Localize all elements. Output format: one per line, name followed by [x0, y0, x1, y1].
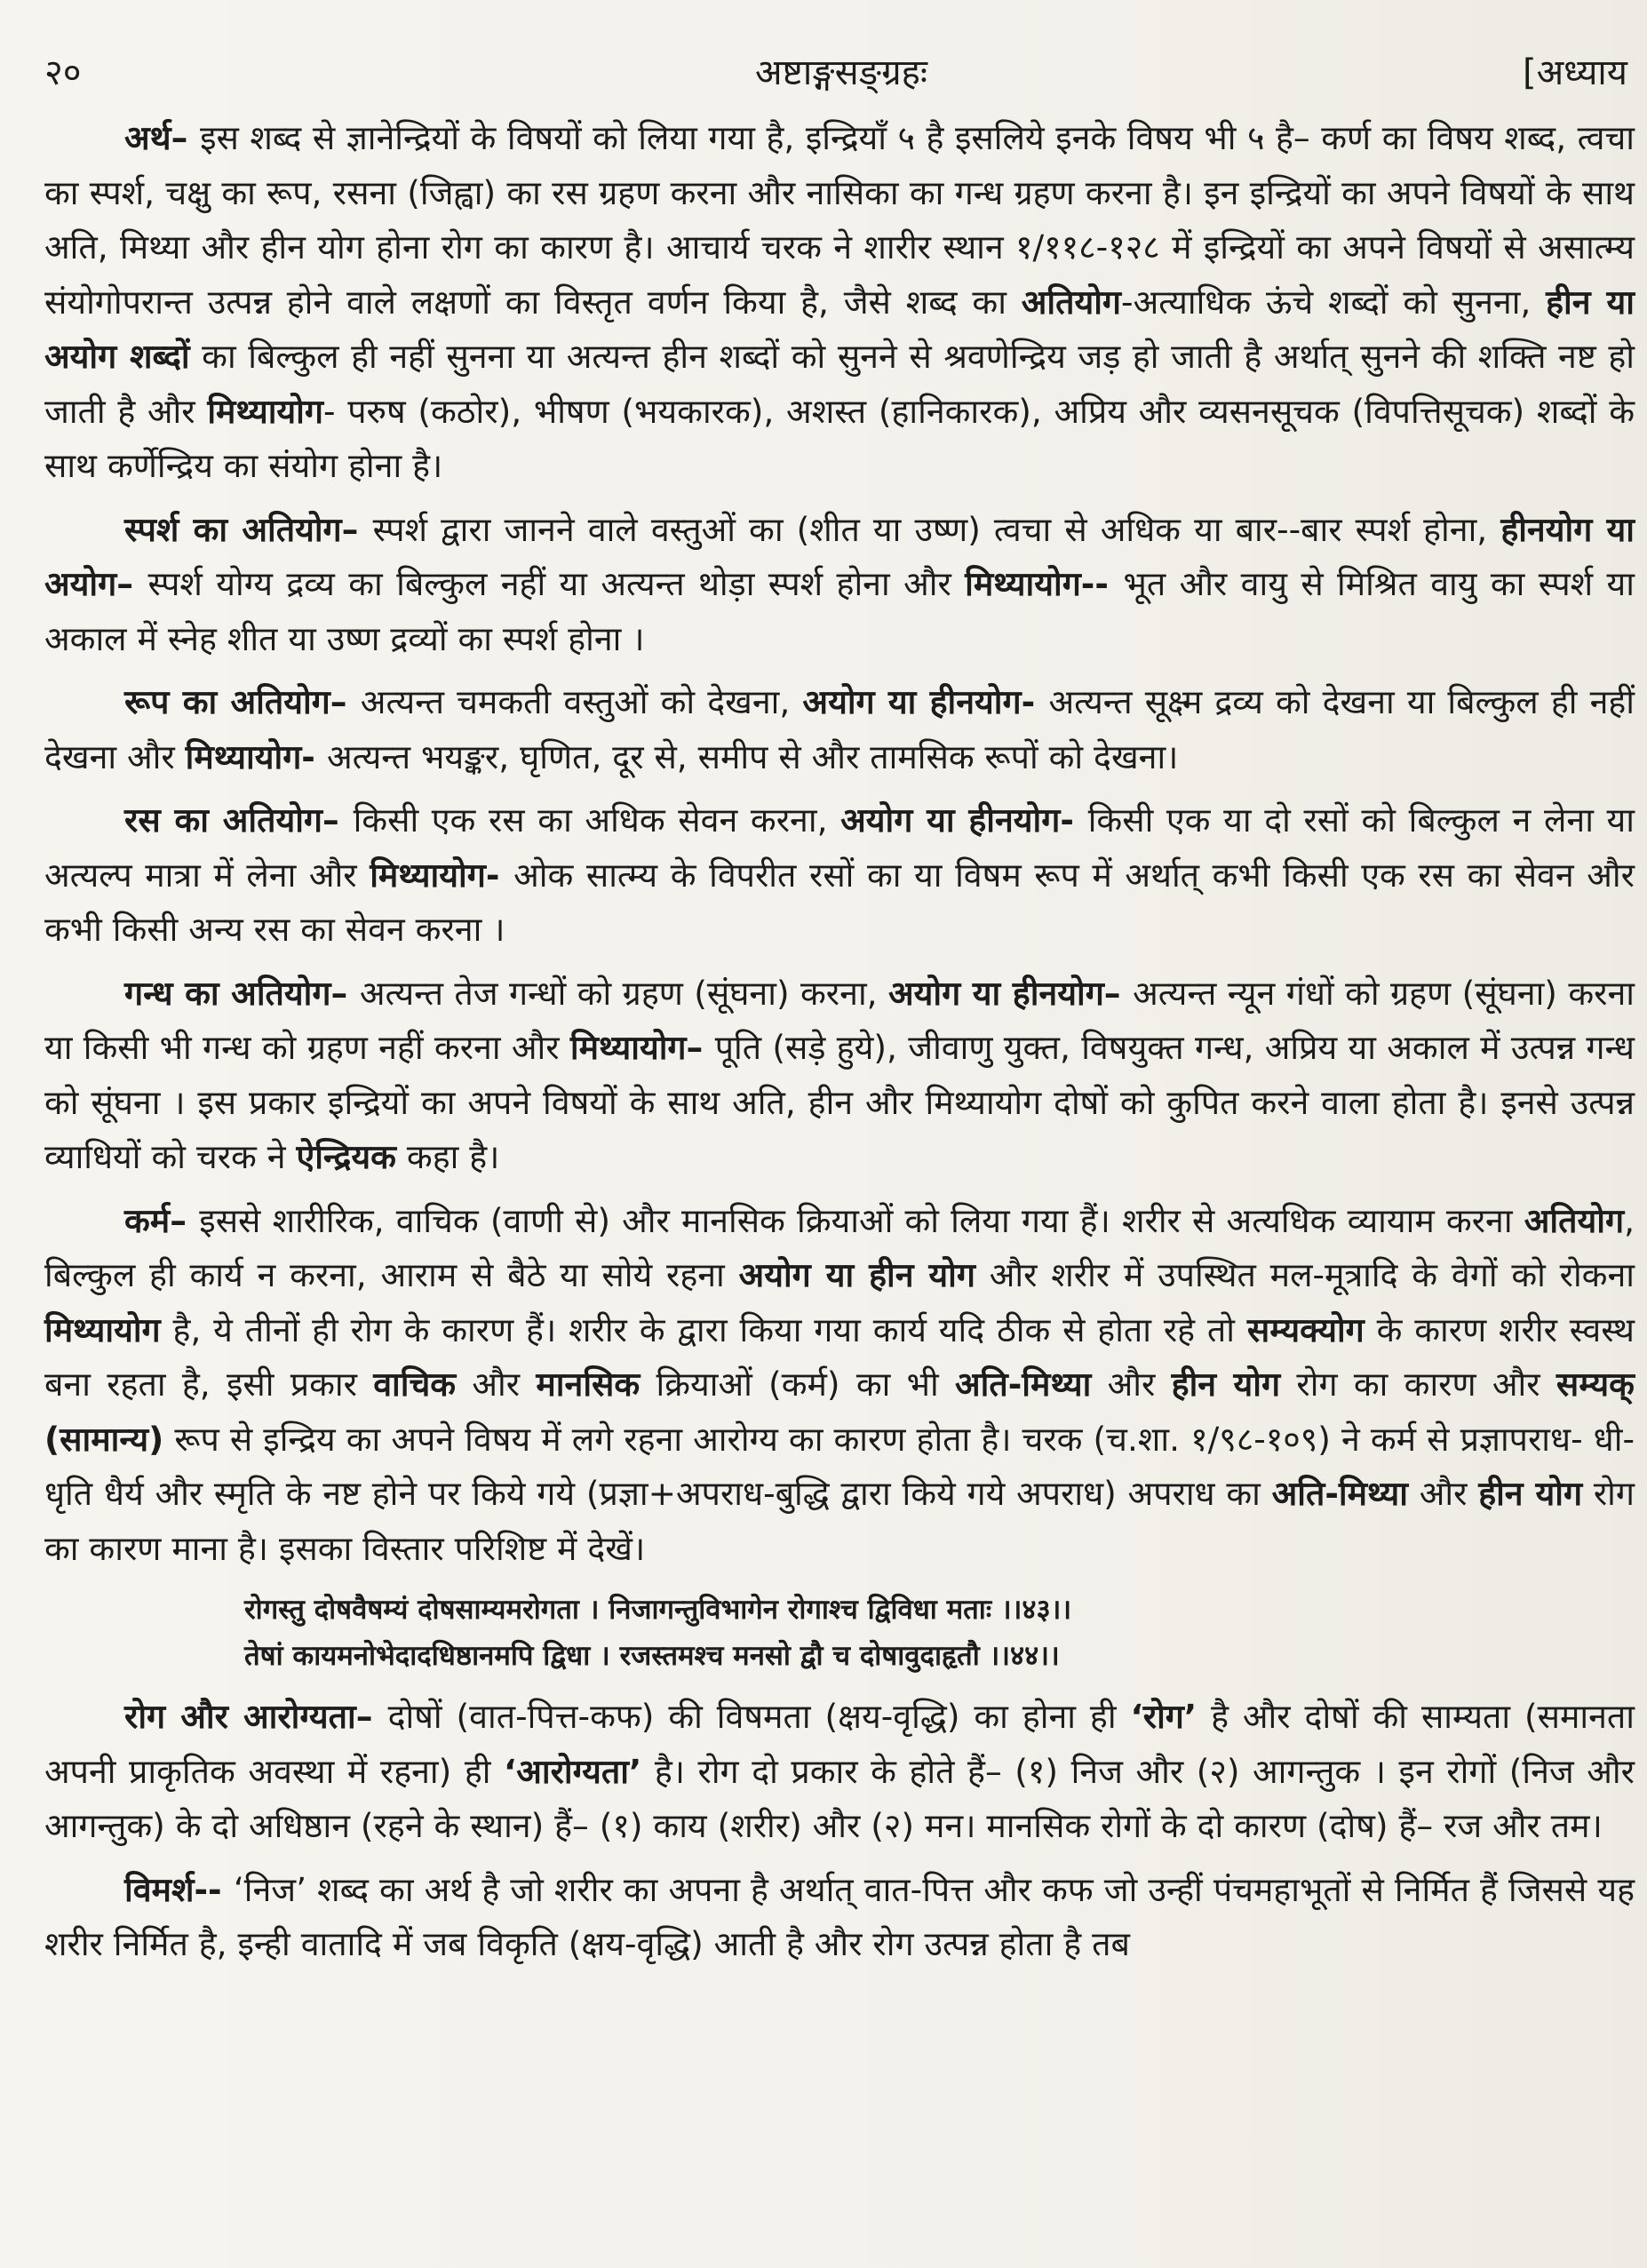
bold-term: ‘रोग’: [1130, 1697, 1197, 1736]
bold-term: वाचिक: [373, 1365, 457, 1404]
bold-term: अति-मिथ्या: [955, 1365, 1092, 1404]
text-run: अत्यन्त सूक्ष्म द्रव्य को देखना या बिल्कुल ही नहीं देखना और: [44, 682, 1635, 776]
text-run: रोग का कारण और: [1280, 1365, 1556, 1404]
bold-term: मिथ्यायोग-: [185, 736, 327, 776]
bold-term: स्पर्श का अतियोग–: [124, 509, 373, 549]
bold-term: मानसिक: [536, 1365, 640, 1404]
bold-term: हीन या अयोग शब्दों: [44, 282, 1635, 376]
bold-term: अर्थ–: [124, 118, 201, 157]
text-run: अत्यन्त चमकती वस्तुओं को देखना,: [360, 682, 803, 721]
text-run: किसी एक या दो रसों को बिल्कुल न लेना या अत्यल्प मात्रा में लेना और: [44, 800, 1635, 895]
bold-term: सम्यक्योग: [1246, 1309, 1365, 1349]
bold-term: रस का अतियोग–: [124, 800, 354, 840]
bold-term: रूप का अतियोग–: [124, 682, 361, 721]
text-run: -अत्याधिक ऊंचे शब्दों को सुनना,: [1121, 282, 1547, 322]
bold-term: अति-मिथ्या: [1271, 1474, 1408, 1513]
text-run: और: [456, 1365, 537, 1404]
bold-term: मिथ्यायोग: [207, 391, 323, 431]
text-run: रोग का कारण माना है। इसका विस्तार परिशिष्ट में देखें।: [44, 1474, 1635, 1568]
bold-term: ‘आरोग्यता’: [504, 1751, 642, 1791]
paragraph: [44, 793, 1635, 958]
text-run: है, ये तीनों ही रोग के कारण हैं। शरीर के द्वारा किया गया कार्य यदि ठीक से होता रहे तो: [160, 1309, 1247, 1349]
bold-term: मिथ्यायोग–: [569, 1028, 715, 1067]
paragraphs-after-verses: [44, 1690, 1635, 1972]
bold-term: अयोग या हीनयोग-: [802, 682, 1049, 721]
verse-43: रोगस्तु दोषवैषम्यं दोषसाम्यमरोगता । निजागन्तुविभागेन रोगाश्च द्विविधा मताः ।।४३।।: [244, 1594, 1072, 1626]
text-run: स्पर्श योग्य द्रव्य का बिल्कुल नहीं या अत्यन्त थोड़ा स्पर्श होना और: [147, 564, 966, 603]
text-run: अत्यन्त भयङ्कर, घृणित, दूर से, समीप से और तामसिक रूपों को देखना।: [326, 736, 1179, 776]
text-run: इस शब्द से ज्ञानेन्द्रियों के विषयों को लिया गया है, इन्द्रियाँ ५ है इसलिये इनके विषय भी ५ है– कर्ण का विषय शब्द, त्वचा का स्पर्श, चक्षु का रूप, रसना (जिह्वा) का रस ग्रहण करना और नासिका का गन्ध ग्रहण करना है। इन इन्द्रियों का अपने विषयों के साथ अति, मिथ्या और हीन योग होना रोग का कारण है। आचार्य चरक ने शारीर स्थान १/११८-१२८ में इन्द्रियों का अपने विषयों से असात्म्य संयोगोपरान्त उत्पन्न होने वाले लक्षणों का विस्तृत वर्णन किया है, जैसे शब्द का: [44, 118, 1635, 322]
text-run: रूप से इन्द्रिय का अपने विषय में लगे रहना आरोग्य का कारण होता है। चरक (च.शा. १/९८-१०९) ने कर्म से प्रज्ञापराध- धी-धृति धैर्य और स्मृति के नष्ट होने पर किये गये (प्रज्ञा+अपराध-बुद्धि द्वारा किये गये अपराध) अपराध का: [44, 1419, 1635, 1513]
text-run: - परुष (कठोर), भीषण (भयकारक), अशस्त (हानिकारक), अप्रिय और व्यसनसूचक (विपत्तिसूचक) शब्दों के साथ कर्णेन्द्रिय का संयोग होना है।: [44, 391, 1635, 485]
text-run: भूत और वायु से मिश्रित वायु का स्पर्श या अकाल में स्नेह शीत या उष्ण द्रव्यों का स्पर्श होना ।: [44, 564, 1635, 658]
paragraph: [44, 675, 1635, 784]
sanskrit-verses: [244, 1587, 1635, 1679]
bold-term: अयोग या हीनयोग-: [840, 800, 1088, 840]
page-number: २०: [44, 52, 82, 93]
text-run: अत्यन्त न्यून गंधों को ग्रहण (सूंघना) करना या किसी भी गन्ध को ग्रहण नहीं करना और: [44, 973, 1635, 1067]
bold-term: कर्म–: [124, 1200, 200, 1240]
paragraph: [44, 111, 1635, 494]
paragraph: [44, 967, 1635, 1185]
text-run: है और दोषों की साम्यता (समानता अपनी प्राकृतिक अवस्था में रहना) ही: [44, 1697, 1635, 1791]
bold-term: हीन योग: [1478, 1474, 1583, 1513]
bold-term: विमर्श--: [124, 1869, 234, 1909]
text-run: किसी एक रस का अधिक सेवन करना,: [353, 800, 841, 840]
paragraphs-before-verses: [44, 111, 1635, 1576]
bold-term: अयोग या हीनयोग–: [888, 973, 1134, 1013]
text-run: और: [1091, 1365, 1172, 1404]
text-run: का बिल्कुल ही नहीं सुनना या अत्यन्त हीन शब्दों को सुनने से श्रवणेन्द्रिय जड़ हो जाती है अर्थात् सुनने की शक्ति नष्ट हो जाती है और: [44, 337, 1635, 431]
text-run: है। रोग दो प्रकार के होते हैं– (१) निज और (२) आगन्तुक । इन रोगों (निज और आगन्तुक) के दो अधिष्ठान (रहने के स्थान) हैं– (१) काय (शरीर) और (२) मन। मानसिक रोगों के दो कारण (दोष) हैं– रज और तम।: [44, 1751, 1635, 1845]
bold-term: सम्यक् (सामान्य): [44, 1365, 1635, 1459]
text-run: स्पर्श द्वारा जानने वाले वस्तुओं का (शीत या उष्ण) त्वचा से अधिक या बार--बार स्पर्श होना,: [372, 509, 1501, 549]
paragraph: [44, 1863, 1635, 1972]
book-title: अष्टाङ्गसङ्ग्रहः: [755, 52, 927, 93]
bold-term: ऐन्द्रियक: [296, 1137, 396, 1176]
bold-term: मिथ्यायोग: [44, 1309, 161, 1349]
text-run: और शरीर में उपस्थित मल-मूत्रादि के वेगों को रोकना: [975, 1255, 1635, 1294]
bold-term: अतियोग: [1021, 282, 1122, 322]
chapter-label: [अध्याय: [1523, 52, 1627, 93]
text-run: अत्यन्त तेज गन्धों को ग्रहण (सूंघना) करना,: [359, 973, 888, 1013]
text-run: कहा है।: [395, 1137, 500, 1176]
page-header: [0, 36, 1647, 98]
text-run: ‘निज’ शब्द का अर्थ है जो शरीर का अपना है अर्थात् वात-पित्त और कफ जो उन्हीं पंचमहाभूतों से निर्मित हैं जिससे यह शरीर निर्मित है, इन्ही वातादि में जब विकृति (क्षय-वृद्धि) आती है और रोग उत्पन्न होता है तब: [44, 1869, 1635, 1963]
verse-44: तेषां कायमनोभेदादधिष्ठानमपि द्विधा । रजस्तमश्च मनसो द्वौ च दोषावुदाहृतौ ।।४४।।: [244, 1640, 1060, 1672]
bold-term: अतियोग: [1524, 1200, 1625, 1240]
bold-term: मिथ्यायोग--: [965, 564, 1124, 603]
page-body: [44, 111, 1635, 1972]
text-run: क्रियाओं (कर्म) का भी: [640, 1365, 955, 1404]
text-run: इससे शारीरिक, वाचिक (वाणी से) और मानसिक क्रियाओं को लिया गया हैं। शरीर से अत्यधिक व्यायाम करना: [199, 1200, 1524, 1240]
text-run: दोषों (वात-पित्त-कफ) की विषमता (क्षय-वृद्धि) का होना ही: [387, 1697, 1131, 1736]
text-run: , बिल्कुल ही कार्य न करना, आराम से बैठे या सोये रहना: [44, 1200, 1635, 1294]
text-run: ओक सात्म्य के विपरीत रसों का या विषम रूप में अर्थात् कभी किसी एक रस का सेवन और कभी किसी अन्य रस का सेवन करना ।: [44, 855, 1635, 949]
text-run: पूति (सड़े हुये), जीवाणु युक्त, विषयुक्त गन्ध, अप्रिय या अकाल में उत्पन्न गन्ध को सूंघना । इस प्रकार इन्द्रियों का अपने विषयों के साथ अति, हीन और मिथ्यायोग दोषों को कुपित करने वाला होता है। इनसे उत्पन्न व्याधियों को चरक ने: [44, 1028, 1635, 1176]
paragraph: [44, 503, 1635, 667]
bold-term: रोग और आरोग्यता–: [124, 1697, 388, 1736]
text-run: और: [1408, 1474, 1479, 1513]
bold-term: अयोग या हीन योग: [738, 1255, 975, 1294]
paragraph: [44, 1690, 1635, 1854]
bold-term: मिथ्यायोग-: [370, 855, 514, 895]
text-run: के कारण शरीर स्वस्थ बना रहता है, इसी प्रकार: [44, 1309, 1635, 1404]
bold-term: हीन योग: [1171, 1365, 1281, 1404]
paragraph: [44, 1194, 1635, 1577]
bold-term: गन्ध का अतियोग–: [124, 973, 360, 1013]
bold-term: हीनयोग या अयोग–: [44, 509, 1635, 603]
